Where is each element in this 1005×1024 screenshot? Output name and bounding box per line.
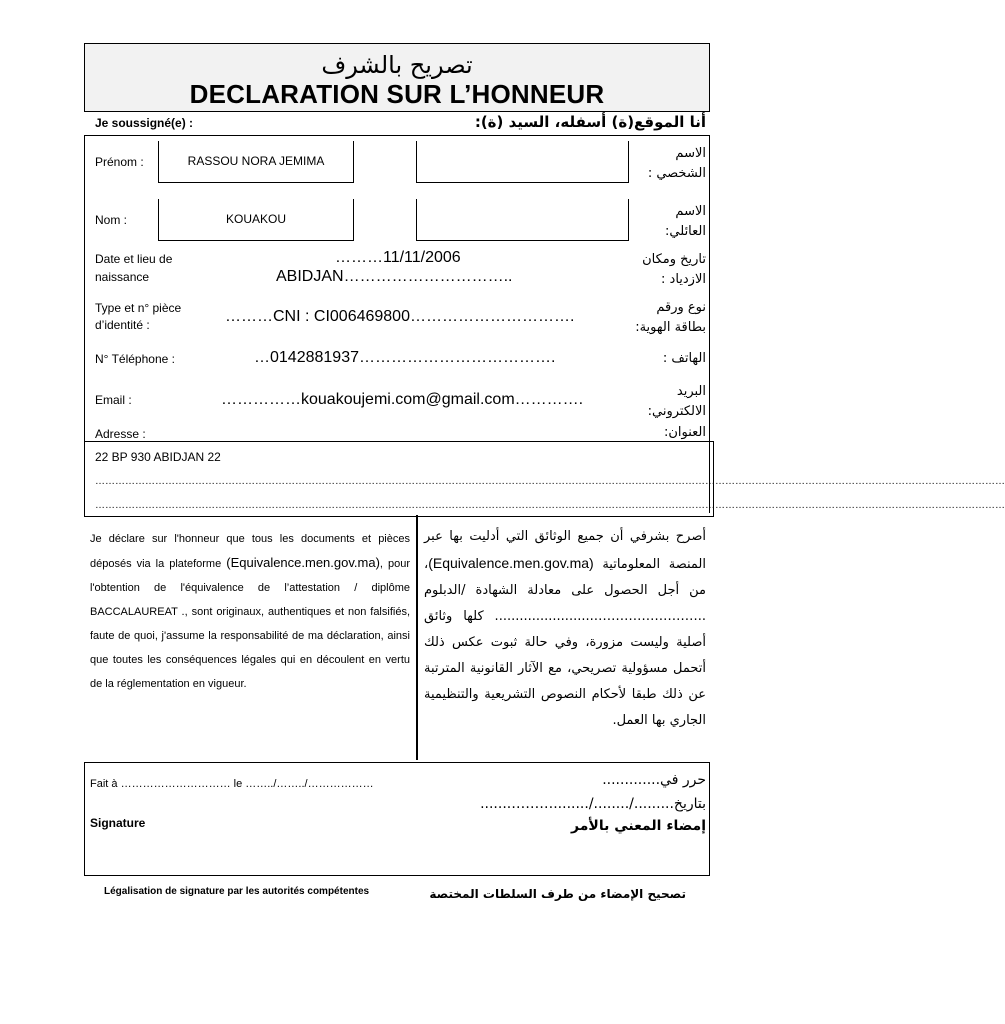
telephone-value[interactable]: …0142881937………………………………. [254, 349, 556, 366]
adresse-dots-line-2: ………………………………………………………………………………………………………………………………………………………………………………………………………………………………………………… [95, 500, 1005, 511]
piece-label-ar-1: نوع ورقم [656, 300, 706, 315]
piece-label-fr-2: d’identité : [95, 318, 150, 332]
nom-field-ar[interactable] [416, 199, 629, 241]
prenom-field[interactable]: RASSOU NORA JEMIMA [158, 141, 354, 183]
declaration-fr-site: (Equivalence.men.gov.ma) [226, 555, 380, 570]
signature-label-ar: إمضاء المعني بالأمر [571, 818, 706, 834]
declaration-text-fr [90, 527, 410, 696]
declaration-ar-site: (Equivalence.men.gov.ma) [428, 555, 594, 571]
prenom-label-ar-2: الشخصي : [647, 166, 706, 181]
harrar-fi-line: حرر في............. [602, 772, 706, 788]
piece-label-ar-2: بطاقة الهوية: [635, 320, 706, 335]
legalisation-text-ar: تصحيح الإمضاء من طرف السلطات المختصة [429, 887, 686, 901]
naissance-label-fr-1: Date et lieu de [95, 252, 173, 266]
adresse-label-fr: Adresse : [95, 427, 146, 441]
soussigne-label-ar: أنا الموقع(ة) أسفله، السيد (ة): [474, 113, 706, 131]
soussigne-label-fr: Je soussigné(e) : [95, 116, 194, 130]
nom-label-ar-2: العائلي: [665, 224, 706, 239]
nom-label-ar-1: الاسم [675, 204, 706, 219]
declaration-fr-part-2: , pour l'obtention de l'équivalence de l’attestation / diplôme BACCALAUREAT ., sont originaux, authentiques et non falsifiés, faute de quoi, j'assume la responsabilité de ma déclaration, ainsi que toutes les conséquences légales qui en découlent en vertu de la réglementation en vigueur. [90, 558, 410, 690]
declaration-fr-part-1: Je déclare sur l'honneur que tous les documents et pièces déposés via la plateforme [90, 533, 410, 570]
legalisation-text-fr: Légalisation de signature par les autorités compétentes [104, 886, 370, 897]
email-label-ar-2: الالكتروني: [647, 404, 706, 419]
header-box [84, 43, 710, 112]
naissance-label-ar-2: الازدياد : [661, 272, 706, 287]
nom-label-fr: Nom : [95, 213, 128, 227]
declaration-text-ar [424, 524, 706, 734]
title-french: DECLARATION SUR L’HONNEUR [189, 79, 605, 109]
email-value[interactable]: ……………kouakoujemi.com@gmail.com…………. [221, 391, 584, 408]
piece-label-fr-1: Type et n° pièce [95, 301, 182, 315]
column-divider [416, 515, 418, 760]
adresse-dots-line-1: ………………………………………………………………………………………………………………………………………………………………………………………………………………………………………………… [95, 476, 1005, 487]
naissance-date-value[interactable]: ………11/11/2006 [335, 249, 461, 266]
piece-value[interactable]: ………CNI : CI006469800…………………………. [225, 308, 575, 325]
email-label-ar-1: البريد [676, 384, 706, 399]
prenom-field-ar[interactable] [416, 141, 629, 183]
bitarikh-line: بتاريخ........./......../........………....... [480, 796, 706, 812]
adresse-label-ar: العنوان: [663, 425, 706, 440]
adresse-value[interactable]: 22 BP 930 ABIDJAN 22 [95, 450, 221, 464]
naissance-lieu-value[interactable]: ABIDJAN………………………….. [276, 268, 513, 285]
signature-label-fr: Signature [90, 816, 146, 830]
prenom-label-ar-1: الاسم [675, 146, 706, 161]
title-arabic: تصريح بالشرف [321, 51, 473, 79]
telephone-label-fr: N° Téléphone : [95, 352, 175, 366]
naissance-label-fr-2: naissance [95, 270, 150, 284]
prenom-label-fr: Prénom : [95, 155, 144, 169]
telephone-label-ar: الهاتف : [662, 351, 706, 366]
nom-field[interactable]: KOUAKOU [158, 199, 354, 241]
declaration-ar-part-2: ، من أجل الحصول على معادلة الشهادة /الدبلوم ..……………………........................ كلها وثائق أصلية وليست مزورة، وفي حالة ثبوت عكس ذلك أتحمل مسؤولية تصريحي، مع الآثار القانونية المترتبة عن ذلك طبقا لأحكام النصوص التشريعية والتنظيمية الجاري بها العمل. [424, 557, 706, 728]
fait-a-line: Fait à ………………………… le ……../……../……………… [90, 778, 374, 790]
naissance-label-ar-1: تاريخ ومكان [642, 252, 706, 267]
email-label-fr: Email : [95, 393, 132, 407]
declaration-ar-part-1: أصرح بشرفي أن جميع الوثائق التي أدليت بها عبر المنصة المعلوماتية [424, 529, 706, 572]
